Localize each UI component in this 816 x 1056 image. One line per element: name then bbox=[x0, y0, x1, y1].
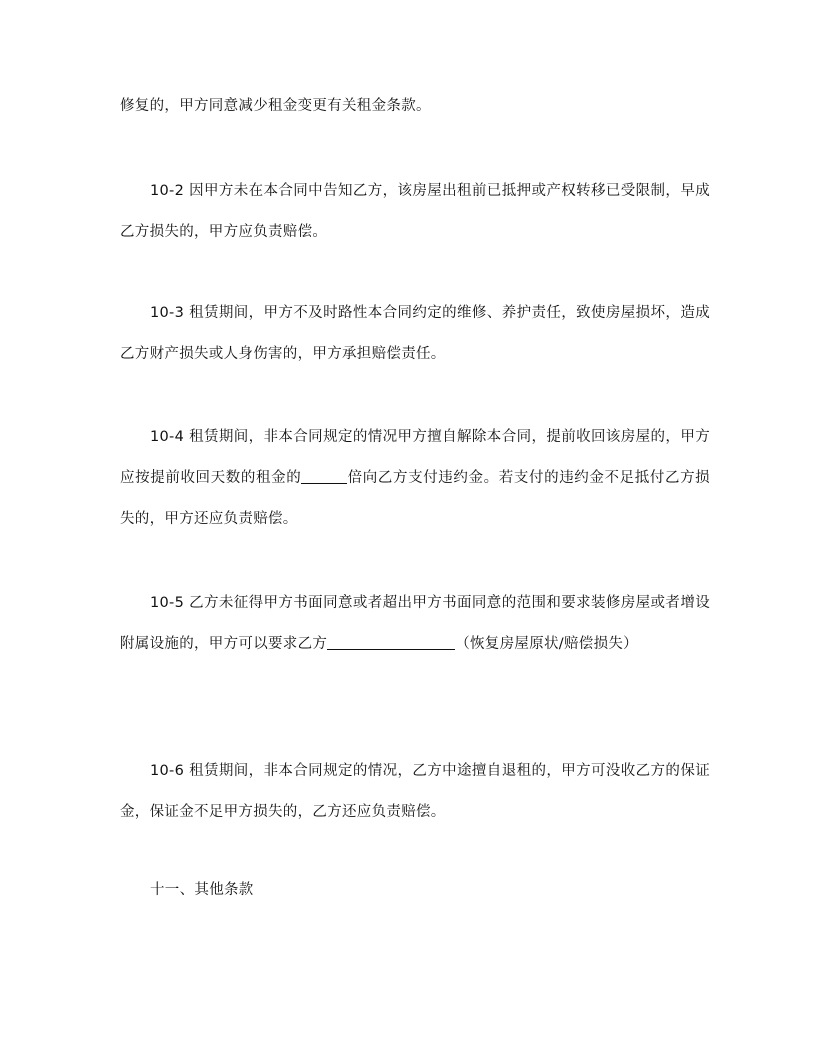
clause-10-5 bbox=[120, 583, 710, 665]
clause-10-4-text-after: 倍向乙方支付违约金。若支付的违约金不足抵付乙方损失的，甲方还应负责赔偿。 bbox=[120, 470, 710, 527]
section-heading-11: 十一、其他条款 bbox=[150, 882, 254, 898]
requirement-blank[interactable] bbox=[327, 633, 455, 650]
paragraph-continuation: 修复的，甲方同意减少租金变更有关租金条款。 bbox=[120, 98, 431, 114]
clause-10-4 bbox=[120, 417, 710, 540]
clause-10-6: 10-6 租赁期间，非本合同规定的情况，乙方中途擅自退租的，甲方可没收乙方的保证金，保证金不足甲方损失的，乙方还应负责赔偿。 bbox=[120, 763, 710, 820]
clause-10-2: 10-2 因甲方未在本合同中告知乙方，该房屋出租前已抵押或产权转移已受限制，早成乙方损失的，甲方应负责赔偿。 bbox=[120, 183, 710, 240]
clause-10-4-text-before: 10-4 租赁期间，非本合同规定的情况甲方擅自解除本合同，提前收回该房屋的，甲方应按提前收回天数的租金的 bbox=[120, 429, 710, 486]
clause-10-5-text-before: 10-5 乙方未征得甲方书面同意或者超出甲方书面同意的范围和要求装修房屋或者增设附属设施的，甲方可以要求乙方 bbox=[120, 595, 710, 652]
clause-10-3: 10-3 租赁期间，甲方不及时路性本合同约定的维修、养护责任，致使房屋损坏，造成乙方财产损失或人身伤害的，甲方承担赔偿责任。 bbox=[120, 305, 710, 362]
multiplier-blank[interactable] bbox=[301, 467, 347, 484]
clause-10-5-text-after: （恢复房屋原状/赔偿损失） bbox=[455, 636, 638, 652]
